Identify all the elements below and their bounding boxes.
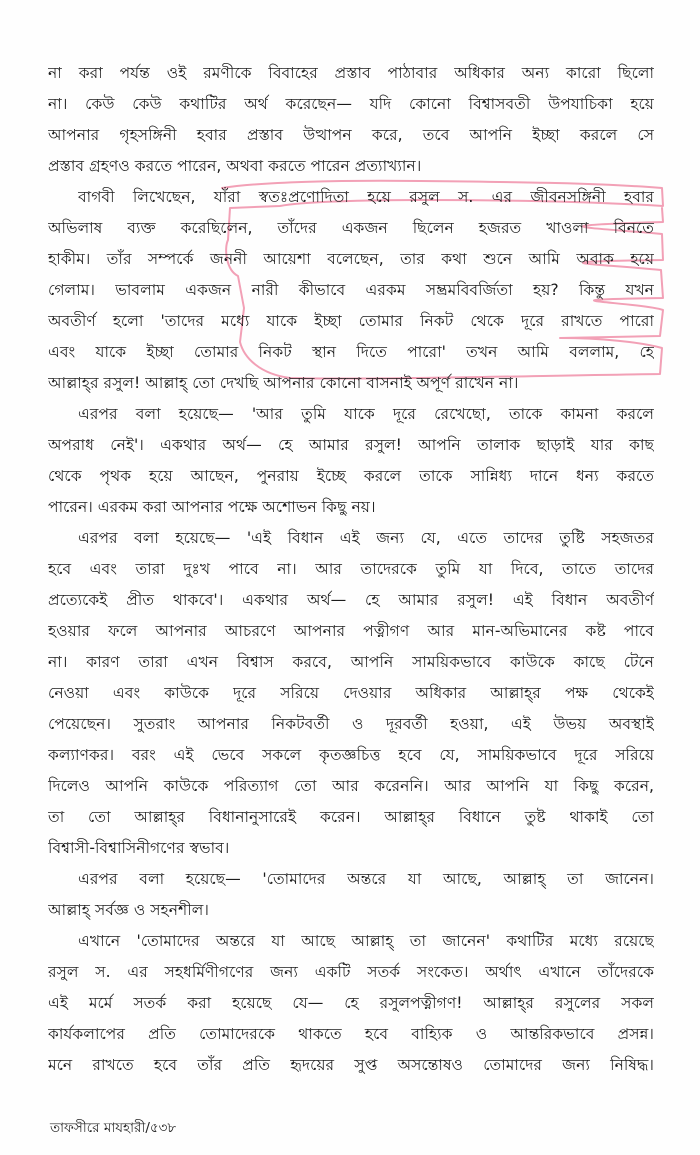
text-line: এরপর বলা হয়েছে— 'তোমাদের অন্তরে যা আছে, আল্লাহ্‌ তা জানেন। xyxy=(78,870,654,888)
text-line: আল্লাহ্‌র রসুল! আল্লাহ্‌ তো দেখছি আপনার কোনো বাসনাই অপূর্ণ রাখেন না। xyxy=(48,374,519,392)
text-line: এরপর বলা হয়েছে— 'আর তুমি যাকে দূরে রেখেছো, তাকে কামনা করলে xyxy=(78,405,654,423)
text-line: এরপর বলা হয়েছে— 'এই বিধান এই জন্য যে, এতে তাদের তুষ্টি সহজতর xyxy=(78,529,654,547)
text-line: না। কারণ তারা এখন বিশ্বাস করবে, আপনি সাময়িকভাবে কাউকে কাছে টেনে xyxy=(48,653,654,671)
text-line: অভিলাষ ব্যক্ত করেছিলেন, তাঁদের একজন ছিলেন হজরত খাওলা বিনতে xyxy=(48,219,654,237)
text-line: আল্লাহ্‌ সর্বজ্ঞ ও সহনশীল। xyxy=(48,901,209,919)
text-line: এখানে 'তোমাদের অন্তরে যা আছে আল্লাহ্‌ তা জানেন' কথাটির মধ্যে রয়েছে xyxy=(78,932,654,950)
text-line: আপনার গৃহসঙ্গিনী হবার প্রস্তাব উত্থাপন করে, তবে আপনি ইচ্ছা করলে সে xyxy=(48,126,654,144)
text-line: কার্যকলাপের প্রতি তোমাদেরকে থাকতে হবে বাহ্যিক ও আন্তরিকভাবে প্রসন্ন। xyxy=(48,1025,654,1043)
page-footer: তাফসীরে মাযহারী/৫৩৮ xyxy=(50,1120,177,1136)
text-line: তা তো আল্লাহ্‌র বিধানানুসারেই করেন। আল্লাহ্‌র বিধানে তুষ্ট থাকাই তো xyxy=(48,808,654,826)
text-line: হবে এবং তারা দুঃখ পাবে না। আর তাদেরকে তুমি যা দিবে, তাতে তাদের xyxy=(48,560,654,578)
text-line: হওয়ার ফলে আপনার আচরণে আপনার পত্নীগণ আর মান-অভিমানের কষ্ট পাবে xyxy=(48,622,654,640)
text-line: দিলেও আপনি কাউকে পরিত্যাগ তো আর করেননি। আর আপনি যা কিছু করেন, xyxy=(48,777,654,795)
text-line: রসুল স. এর সহধর্মিণীগণের জন্য একটি সতর্ক সংকেত। অর্থাৎ এখানে তাঁদেরকে xyxy=(48,963,654,981)
text-line: পেয়েছেন। সুতরাং আপনার নিকটবর্তী ও দূরবর্তী হওয়া, এই উভয় অবস্থাই xyxy=(48,715,654,733)
text-line: অবতীর্ণ হলো 'তাদের মধ্যে যাকে ইচ্ছা তোমার নিকট থেকে দূরে রাখতে পারো xyxy=(48,312,654,330)
text-line: প্রস্তাব গ্রহণও করতে পারেন, অথবা করতে পারেন প্রত্যাখ্যান। xyxy=(48,157,422,175)
text-line: বিশ্বাসী-বিশ্বাসিনীগণের স্বভাব। xyxy=(48,839,230,857)
text-line: এবং যাকে ইচ্ছা তোমার নিকট স্থান দিতে পারো' তখন আমি বললাম, হে xyxy=(48,343,654,361)
text-line: প্রত্যেকেই প্রীত থাকবে'। একথার অর্থ— হে আমার রসুল! এই বিধান অবতীর্ণ xyxy=(48,591,654,609)
text-line: গেলাম। ভাবলাম একজন নারী কীভাবে এরকম সম্ভ্রমবিবর্জিতা হয়? কিন্তু যখন xyxy=(48,281,654,299)
text-line: কল্যাণকর। বরং এই ভেবে সকলে কৃতজ্ঞচিত্ত হবে যে, সাময়িকভাবে দূরে সরিয়ে xyxy=(48,746,654,764)
text-line: না। কেউ কেউ কথাটির অর্থ করেছেন— যদি কোনো বিশ্বাসবতী উপযাচিকা হয়ে xyxy=(48,95,654,113)
text-line: মনে রাখতে হবে তাঁর প্রতি হৃদয়ের সুপ্ত অসন্তোষও তোমাদের জন্য নিষিদ্ধ। xyxy=(48,1056,654,1074)
text-line: অপরাধ নেই'। একথার অর্থ— হে আমার রসুল! আপনি তালাক ছাড়াই যার কাছ xyxy=(48,436,654,454)
text-line: হাকীম। তাঁর সম্পর্কে জননী আয়েশা বলেছেন, তার কথা শুনে আমি অবাক হয়ে xyxy=(48,250,654,268)
text-line: না করা পর্যন্ত ওই রমণীকে বিবাহের প্রস্তাব পাঠাবার অধিকার অন্য কারো ছিলো xyxy=(48,64,654,82)
text-line: পারেন। এরকম করা আপনার পক্ষে অশোভন কিছু নয়। xyxy=(48,498,376,516)
text-line: বাগবী লিখেছেন, যাঁরা স্বতঃপ্রণোদিতা হয়ে রসুল স. এর জীবনসঙ্গিনী হবার xyxy=(78,188,654,206)
text-line: নেওয়া এবং কাউকে দূরে সরিয়ে দেওয়ার অধিকার আল্লাহ্‌র পক্ষ থেকেই xyxy=(48,684,654,702)
text-line: এই মর্মে সতর্ক করা হয়েছে যে— হে রসুলপত্নীগণ! আল্লাহ্‌র রসুলের সকল xyxy=(48,994,654,1012)
text-line: থেকে পৃথক হয়ে আছেন, পুনরায় ইচ্ছে করলে তাকে সান্নিধ্য দানে ধন্য করতে xyxy=(48,467,654,485)
